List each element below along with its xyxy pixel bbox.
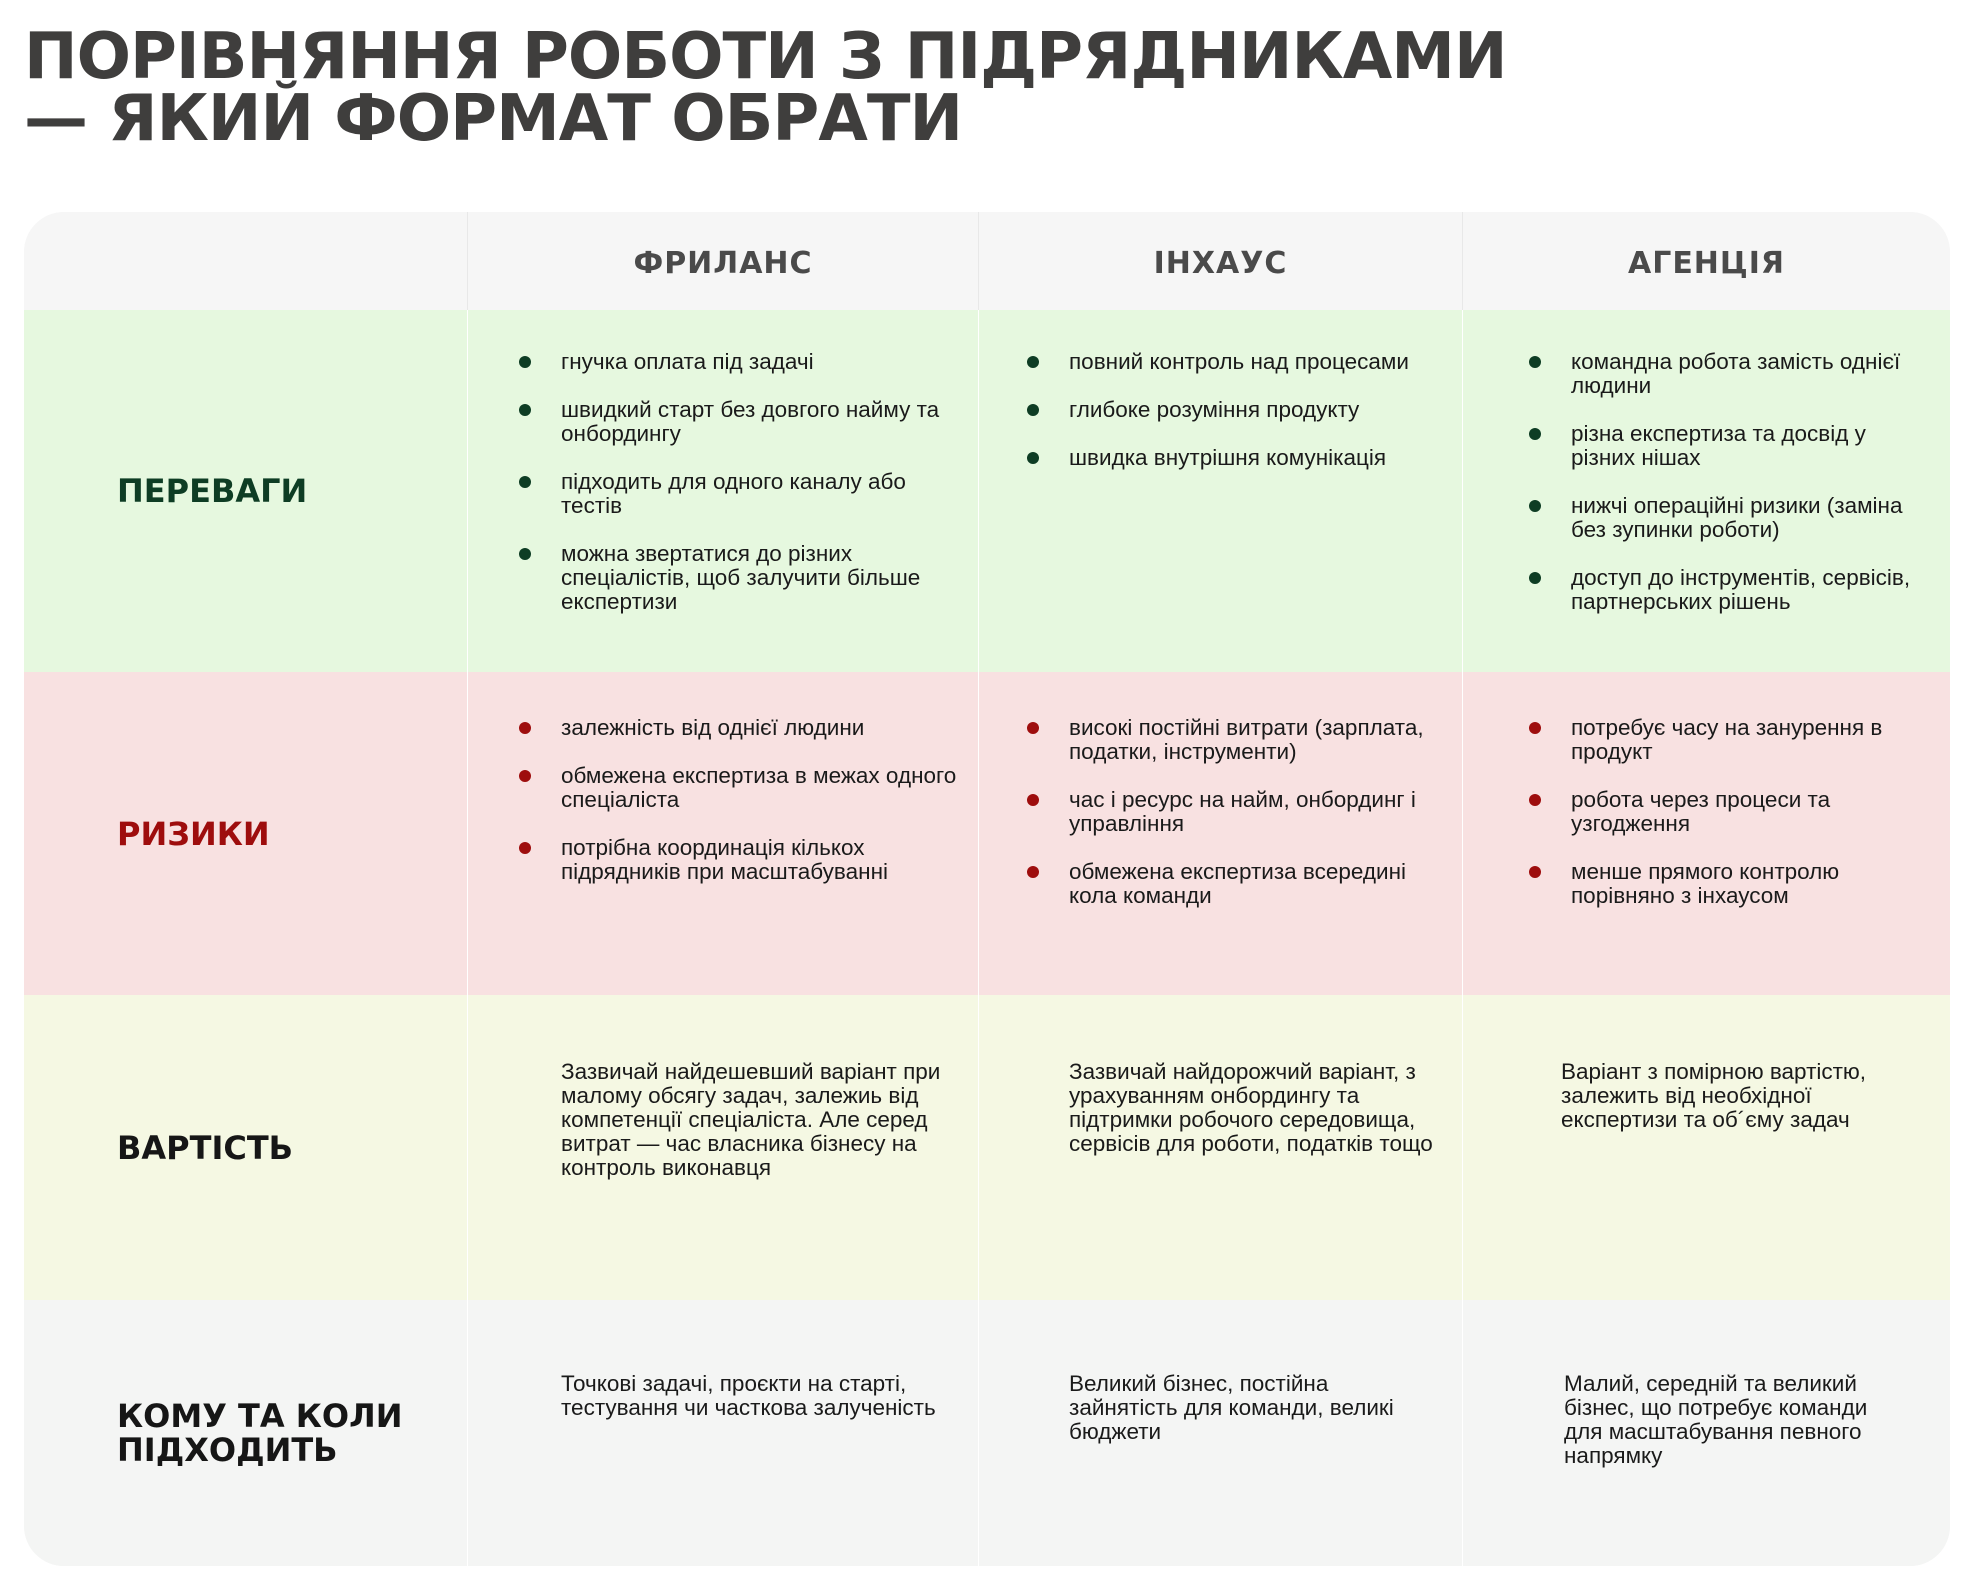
list-item-text: підходить для одного каналу або тестів	[561, 469, 906, 518]
cost-inhouse-text: Зазвичай найдорожчий варіант, з урахуванням онбордингу та підтримки робочого середовища, сервісів для роботи, податків тощо	[1069, 1059, 1433, 1156]
bullet-icon	[1027, 404, 1039, 416]
list-item-text: повний контроль над процесами	[1069, 349, 1409, 374]
list-item-text: можна звертатися до різних спеціалістів, щоб залучити більше експертизи	[561, 541, 921, 614]
bullet-icon	[1027, 866, 1039, 878]
fit-agency-text: Малий, середній та великий бізнес, що потребує команди для масштабування певного напрямку	[1564, 1371, 1868, 1468]
page-title	[24, 20, 1924, 156]
row-label-cell-cost	[24, 995, 467, 1300]
risks-inhouse-list	[1027, 716, 1442, 932]
list-item	[519, 350, 958, 374]
bullet-icon	[1027, 794, 1039, 806]
risks-agency-cell	[1462, 672, 1950, 995]
row-label-fit: КОМУ ТА КОЛИ ПІДХОДИТЬ	[117, 1397, 403, 1469]
row-label-cell-fit	[24, 1300, 467, 1566]
bullet-icon	[1529, 500, 1541, 512]
table-header-row	[24, 212, 1950, 310]
column-title-agency: АГЕНЦІЯ	[1627, 246, 1786, 281]
list-item-text: глибоке розуміння продукту	[1069, 397, 1360, 422]
risks-inhouse-cell	[978, 672, 1462, 995]
header-empty-cell	[24, 212, 467, 310]
bullet-icon	[1529, 572, 1541, 584]
bullet-icon	[1027, 452, 1039, 464]
row-label-cell-pros	[24, 310, 467, 672]
header-cell-inhouse	[978, 212, 1462, 310]
list-item	[519, 716, 958, 740]
list-item	[519, 764, 958, 812]
list-item-text: потребує часу на занурення в продукт	[1571, 715, 1883, 764]
list-item	[1027, 788, 1442, 836]
list-item-text: обмежена експертиза всередині кола команди	[1069, 859, 1407, 908]
comparison-table	[24, 212, 1950, 1566]
page-title-line-2: — ЯКИЙ ФОРМАТ ОБРАТИ	[24, 82, 963, 156]
cost-freelance-text: Зазвичай найдешевший варіант при малому обсягу задач, залежиь від компетенції спеціаліста. Але серед витрат — час власника бізнесу на контроль виконавця	[561, 1059, 941, 1180]
list-item-text: високі постійні витрати (зарплата, податки, інструменти)	[1069, 715, 1424, 764]
list-item-text: залежність від однієї людини	[561, 715, 865, 740]
cost-freelance-cell	[467, 995, 978, 1300]
column-title-inhouse: ІНХАУС	[1153, 246, 1288, 281]
list-item-text: нижчі операційні ризики (заміна без зупинки роботи)	[1571, 493, 1903, 542]
cost-inhouse-cell	[978, 995, 1462, 1300]
bullet-icon	[519, 548, 531, 560]
row-label-cell-risks	[24, 672, 467, 995]
cost-agency-text: Варіант з помірною вартістю, залежить від необхідної експертизи та об´єму задач	[1561, 1059, 1867, 1132]
fit-freelance-cell	[467, 1300, 978, 1566]
fit-inhouse-text: Великий бізнес, постійна зайнятість для команди, великі бюджети	[1069, 1371, 1394, 1444]
list-item	[519, 398, 958, 446]
row-label-risks: РИЗИКИ	[117, 814, 270, 853]
list-item-text: обмежена експертиза в межах одного спеціаліста	[561, 763, 957, 812]
bullet-icon	[519, 770, 531, 782]
list-item	[1027, 398, 1442, 422]
list-item	[519, 470, 958, 518]
list-item-text: час і ресурс на найм, онбординг і управління	[1069, 787, 1416, 836]
list-item-text: менше прямого контролю порівняно з інхаусом	[1571, 859, 1840, 908]
column-title-freelance: ФРИЛАНС	[633, 246, 813, 281]
risks-freelance-list	[519, 716, 958, 908]
list-item	[1027, 716, 1442, 764]
pros-agency-cell	[1462, 310, 1950, 672]
list-item-text: швидка внутрішня комунікація	[1069, 445, 1387, 470]
list-item-text: швидкий старт без довгого найму та онбордингу	[561, 397, 940, 446]
bullet-icon	[1529, 356, 1541, 368]
list-item	[519, 836, 958, 884]
bullet-icon	[519, 476, 531, 488]
row-label-cost: ВАРТІСТЬ	[117, 1128, 294, 1167]
pros-agency-list	[1529, 350, 1930, 638]
table-row-pros	[24, 310, 1950, 672]
pros-inhouse-cell	[978, 310, 1462, 672]
header-cell-agency	[1462, 212, 1950, 310]
fit-freelance-text: Точкові задачі, проєкти на старті, тестування чи часткова залученість	[561, 1371, 936, 1420]
list-item-text: гнучка оплата під задачі	[561, 349, 814, 374]
pros-inhouse-list	[1027, 350, 1442, 494]
bullet-icon	[1027, 722, 1039, 734]
bullet-icon	[1529, 866, 1541, 878]
list-item	[519, 542, 958, 614]
table-row-cost	[24, 995, 1950, 1300]
list-item	[1027, 446, 1442, 470]
risks-freelance-cell	[467, 672, 978, 995]
table-row-risks	[24, 672, 1950, 995]
list-item	[1529, 788, 1930, 836]
list-item-text: доступ до інструментів, сервісів, партнерських рішень	[1571, 565, 1911, 614]
bullet-icon	[1529, 428, 1541, 440]
pros-freelance-cell	[467, 310, 978, 672]
list-item	[1529, 350, 1930, 398]
list-item-text: різна експертиза та досвід у різних нішах	[1571, 421, 1866, 470]
list-item-text: потрібна координація кількох підрядників при масштабуванні	[561, 835, 888, 884]
bullet-icon	[519, 722, 531, 734]
header-cell-freelance	[467, 212, 978, 310]
bullet-icon	[1529, 794, 1541, 806]
list-item-text: командна робота замість однієї людини	[1571, 349, 1901, 398]
list-item-text: робота через процеси та узгодження	[1571, 787, 1831, 836]
page-title-line-1: ПОРІВНЯННЯ РОБОТИ З ПІДРЯДНИКАМИ	[24, 20, 1507, 94]
list-item	[1529, 422, 1930, 470]
list-item	[1529, 494, 1930, 542]
cost-agency-cell	[1462, 995, 1950, 1300]
bullet-icon	[519, 356, 531, 368]
fit-agency-cell	[1462, 1300, 1950, 1566]
list-item	[1027, 860, 1442, 908]
risks-agency-list	[1529, 716, 1930, 932]
fit-inhouse-cell	[978, 1300, 1462, 1566]
bullet-icon	[1529, 722, 1541, 734]
list-item	[1027, 350, 1442, 374]
row-label-pros: ПЕРЕВАГИ	[117, 472, 308, 510]
pros-freelance-list	[519, 350, 958, 638]
bullet-icon	[1027, 356, 1039, 368]
list-item	[1529, 716, 1930, 764]
list-item	[1529, 566, 1930, 614]
bullet-icon	[519, 842, 531, 854]
list-item	[1529, 860, 1930, 908]
table-row-fit	[24, 1300, 1950, 1566]
bullet-icon	[519, 404, 531, 416]
